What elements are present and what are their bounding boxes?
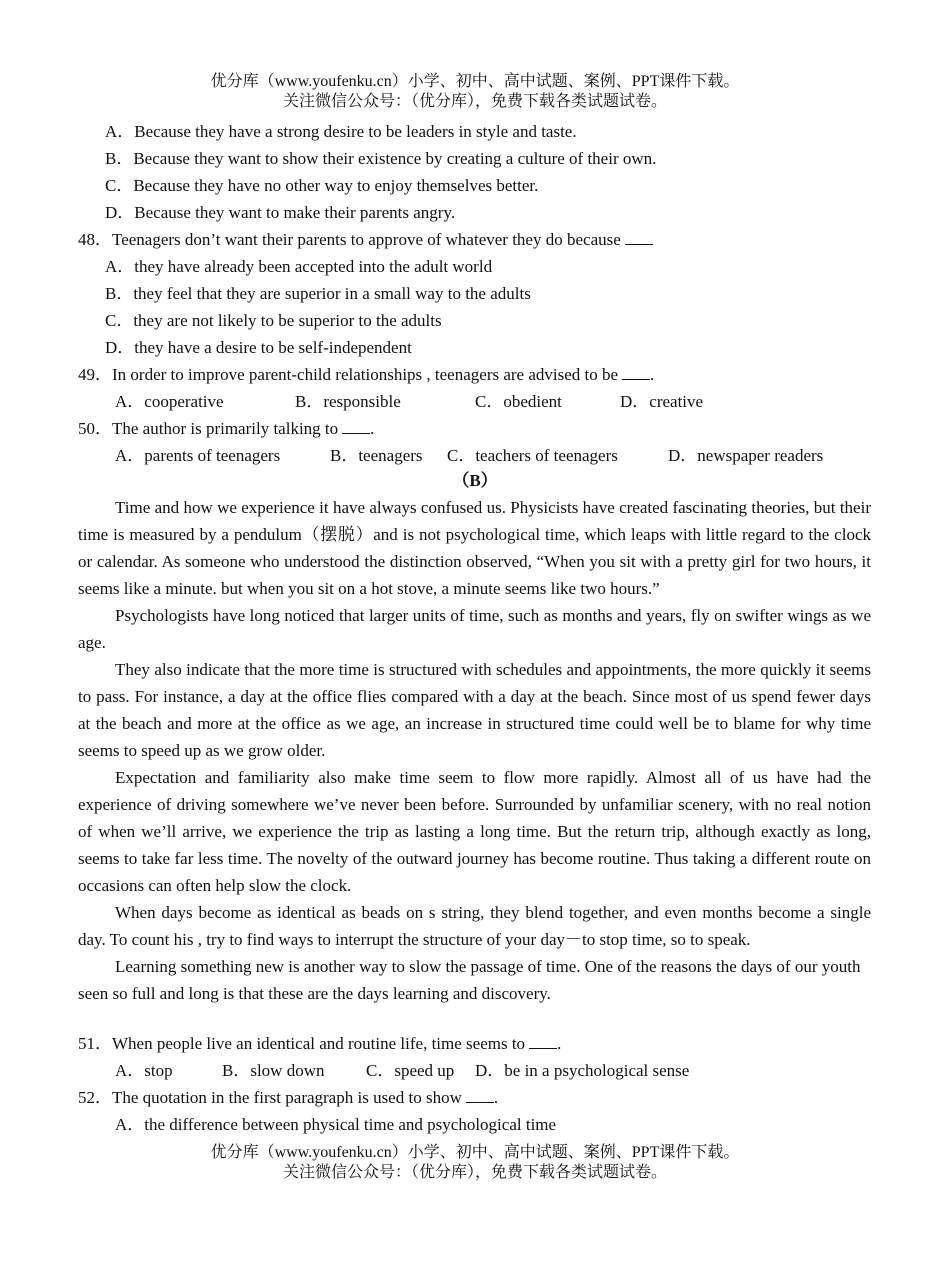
- header-line-1: 优分库（www.youfenku.cn）小学、初中、高中试题、案例、PPT课件下载。: [210, 73, 740, 90]
- q48-option-b: B．they feel that they are superior in a small way to the adults: [105, 284, 531, 303]
- q48-option-a: A．they have already been accepted into the adult world: [105, 257, 493, 276]
- q48-stem-text: 48．Teenagers don’t want their parents to approve of whatever they do because: [78, 230, 621, 249]
- q51-stem-text: 51．When people live an identical and routine life, time seems to: [78, 1034, 526, 1053]
- q51-stem: [78, 1030, 561, 1057]
- q47-option-c: C．Because they have no other way to enjoy themselves better.: [105, 176, 539, 195]
- page-footer: [0, 1143, 950, 1183]
- q50-option-a: A．parents of teenagers: [115, 446, 281, 465]
- q48-stem: [78, 226, 653, 253]
- page-header: [0, 72, 950, 112]
- passage-paragraph: When days become as identical as beads on s string, they blend together, and even months become a single day. To count his , try to find ways to interrupt the structure of your day－to stop time, so to speak.: [78, 903, 871, 949]
- q49-stem-end: .: [650, 365, 655, 384]
- q51-option-a: A．stop: [115, 1061, 173, 1080]
- q52-stem-end: .: [493, 1088, 499, 1107]
- q49-option-c: C．obedient: [475, 392, 562, 411]
- q52-stem-text: 52．The quotation in the first paragraph is used to show: [78, 1088, 462, 1107]
- footer-line-1: 优分库（www.youfenku.cn）小学、初中、高中试题、案例、PPT课件下载。: [210, 1144, 740, 1161]
- q52-stem: [78, 1084, 498, 1111]
- q51-option-d: D．be in a psychological sense: [475, 1061, 690, 1080]
- answer-blank: [529, 1032, 557, 1049]
- q48-option-c: C．they are not likely to be superior to the adults: [105, 311, 442, 330]
- answer-blank: [342, 417, 370, 434]
- q47-option-a: A．Because they have a strong desire to be leaders in style and taste.: [105, 122, 577, 141]
- q50-stem-end: .: [370, 419, 375, 438]
- q49-stem-text: 49．In order to improve parent-child relationships , teenagers are advised to be: [78, 365, 619, 384]
- answer-blank: [622, 363, 650, 380]
- answer-blank: [625, 228, 653, 245]
- section-heading: （B）: [452, 471, 498, 490]
- q50-stem: [78, 415, 374, 442]
- q50-option-d: D．newspaper readers: [668, 446, 824, 465]
- passage-paragraph: Time and how we experience it have always confused us. Physicists have created fascinating theories, but their time is measured by a pendulum（摆脱）and is not psychological time, which leaps with little regard to the clock or calendar. As someone who understood the distinction observed, “When you sit with a pretty girl for two hours, it seems like a minute. but when you sit on a hot stove, a minute seems like two hours.”: [78, 498, 871, 598]
- answer-blank: [466, 1086, 494, 1103]
- passage-paragraph: Psychologists have long noticed that larger units of time, such as months and years, fly on swifter wings as we age.: [78, 606, 871, 652]
- q49-option-b: B．responsible: [295, 392, 401, 411]
- q47-option-b: B．Because they want to show their existence by creating a culture of their own.: [105, 149, 657, 168]
- passage-paragraph: Expectation and familiarity also make time seem to flow more rapidly. Almost all of us have had the experience of driving somewhere we’ve never been before. Surrounded by unfamiliar scenery, with no real notion of when we’ll arrive, we experience the trip as lasting a long time. But the return trip, although exactly as long, seems to take far less time. The novelty of the outward journey has become routine. Thus taking a different route on occasions can often help slow the clock.: [78, 768, 871, 895]
- passage-paragraph: They also indicate that the more time is structured with schedules and appointments, the more quickly it seems to pass. For instance, a day at the office flies compared with a day at the beach. Since most of us spend fewer days at the beach and more at the office as we age, an increase in structured time could well be to blame for why time seems to speed up as we grow older.: [78, 660, 871, 760]
- q50-option-b: B．teenagers: [330, 446, 423, 465]
- q48-option-d: D．they have a desire to be self-independent: [105, 338, 412, 357]
- reading-passage: [78, 494, 871, 1007]
- passage-paragraph: Learning something new is another way to slow the passage of time. One of the reasons the days of our youth seen so full and long is that these are the days learning and discovery.: [78, 957, 861, 1003]
- footer-line-2: 关注微信公众号：（优分库），免费下载各类试题试卷。: [282, 1164, 667, 1181]
- q49-option-d: D．creative: [620, 392, 704, 411]
- q49-stem: [78, 361, 654, 388]
- q51-option-b: B．slow down: [222, 1061, 325, 1080]
- header-line-2: 关注微信公众号：（优分库），免费下载各类试题试卷。: [282, 93, 667, 110]
- q47-option-d: D．Because they want to make their parents angry.: [105, 203, 456, 222]
- q51-stem-end: .: [557, 1034, 562, 1053]
- q51-option-c: C．speed up: [366, 1061, 455, 1080]
- q50-option-c: C．teachers of teenagers: [447, 446, 618, 465]
- q49-option-a: A．cooperative: [115, 392, 224, 411]
- q52-option-a: A．the difference between physical time and psychological time: [115, 1115, 557, 1134]
- q50-stem-text: 50．The author is primarily talking to: [78, 419, 339, 438]
